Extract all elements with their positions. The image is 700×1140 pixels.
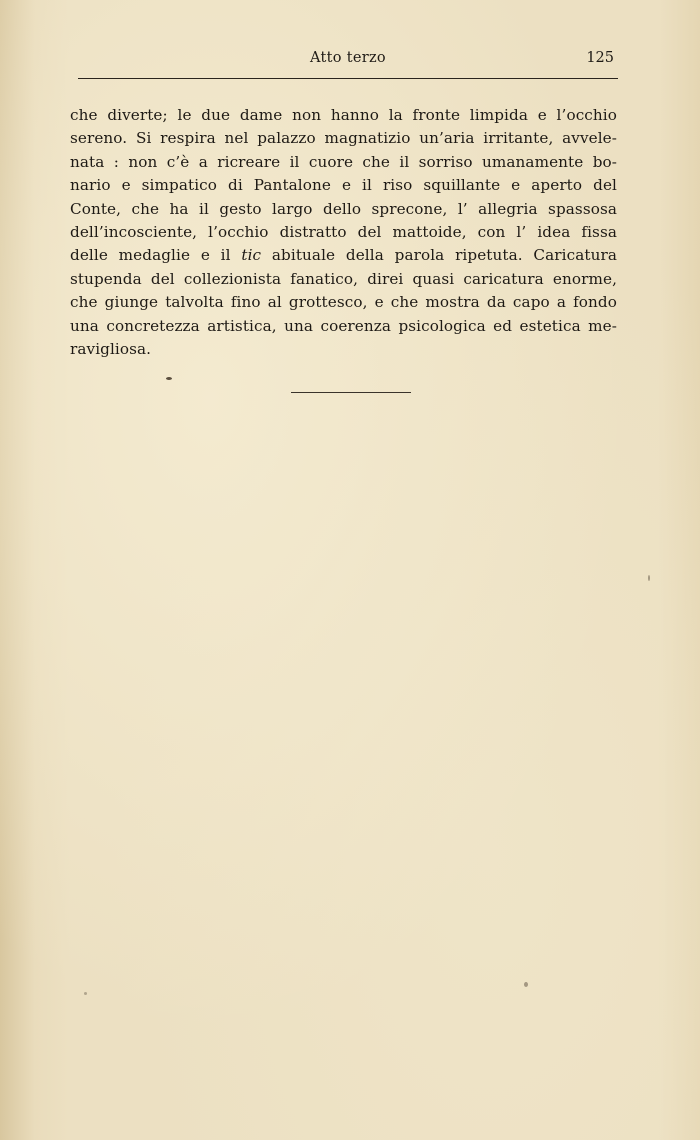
text-line-9: che giunge talvolta fino al grottesco, e che mostra da capo a fondo bbox=[70, 293, 617, 312]
section-end-rule bbox=[291, 392, 411, 393]
running-head bbox=[78, 50, 618, 72]
text-line-2: sereno. Si respira nel palazzo magnatizio un’aria irritante, avvele- bbox=[70, 129, 617, 148]
text-line-6: dell’incosciente, l’occhio distratto del mattoide, con l’ idea fissa bbox=[70, 222, 617, 241]
text-line-8: stupenda del collezionista fanatico, direi quasi caricatura enorme, bbox=[70, 269, 617, 288]
paper-speck bbox=[84, 992, 87, 995]
header-rule bbox=[78, 78, 618, 79]
paper-speck bbox=[524, 982, 528, 987]
text-line-7 bbox=[70, 244, 617, 267]
text-line-7-start: delle medaglie e il bbox=[70, 246, 242, 265]
text-line-7-end: abituale della parola ripetuta. Caricatura bbox=[261, 246, 617, 265]
text-line-11: ravigliosa. bbox=[70, 339, 152, 358]
paper-speck bbox=[166, 377, 172, 380]
text-line-10: una concretezza artistica, una coerenza psicologica ed estetica me- bbox=[70, 316, 617, 335]
text-line-4: nario e simpatico di Pantalone e il riso squillante e aperto del bbox=[70, 176, 617, 195]
text-line-1: che diverte; le due dame non hanno la fronte limpida e l’occhio bbox=[70, 106, 617, 124]
page-number: 125 bbox=[586, 50, 614, 66]
running-title: Atto terzo bbox=[310, 50, 386, 66]
paper-speck bbox=[648, 575, 650, 581]
text-line-5: Conte, che ha il gesto largo dello sprecone, l’ allegria spassosa bbox=[70, 199, 617, 218]
body-paragraph bbox=[70, 104, 617, 361]
italic-word: tic bbox=[241, 246, 262, 265]
text-line-3: nata : non c’è a ricreare il cuore che il sorriso umanamente bo- bbox=[70, 152, 617, 171]
